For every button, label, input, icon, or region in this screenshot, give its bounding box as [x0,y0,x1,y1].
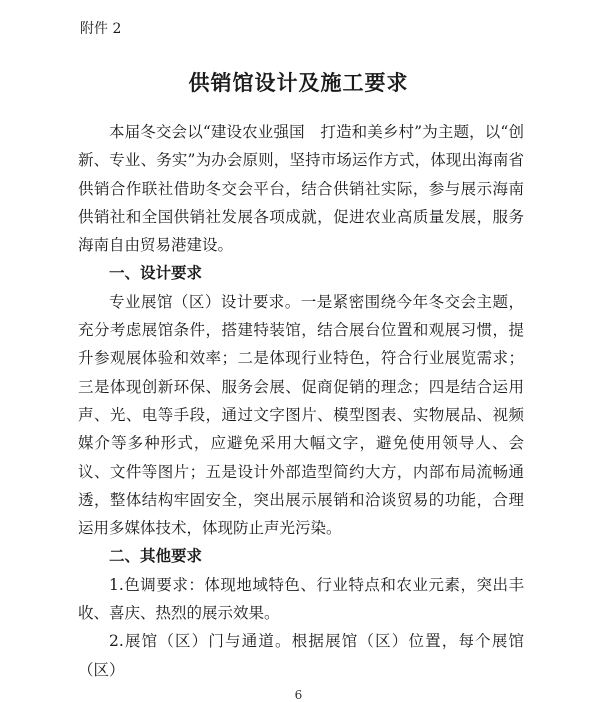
intro-paragraph: 本届冬交会以“建设农业强国 打造和美乡村”为主题，以“创新、专业、务实”为办会原则，坚持市场运作方式，体现出海南省供销合作联社借助冬交会平台，结合供销社实际，参与展示海南供销社和全国供销社发展各项成就，促进农业高质量发展，服务海南自由贸易港建设。 [78,123,524,255]
design-requirements-paragraph: 专业展馆（区）设计要求。一是紧密围绕今年冬交会主题，充分考虑展馆条件，搭建特装馆，结合展台位置和观展习惯，提升参观展体验和效率；二是体现行业特色，符合行业展览需求；三是体现创新环保、服务会展、促商促销的理念；四是结合运用声、光、电等手段，通过文字图片、模型图表、实物展品、视频媒介等多种形式，应避免采用大幅文字，避免使用领导人、会议、文件等图片；五是设计外部造型简约大方，内部布局流畅通透，整体结构牢固安全，突出展示展销和洽谈贸易的功能，合理运用多媒体技术，体现防止声光污染。 [78,292,524,538]
section-heading-other: 二、其他要求 [109,546,203,566]
attachment-label: 附件 2 [80,21,122,37]
color-requirement-paragraph: 1.色调要求：体现地域特色、行业特点和农业元素，突出丰收、喜庆、热烈的展示效果。 [78,575,524,623]
section-heading-design: 一、设计要求 [109,263,203,283]
page-number: 6 [294,688,303,702]
entrance-passage-paragraph: 2.展馆（区）门与通道。根据展馆（区）位置，每个展馆（区） [78,632,524,679]
document-title: 供销馆设计及施工要求 [188,70,409,95]
document-body [78,118,524,684]
